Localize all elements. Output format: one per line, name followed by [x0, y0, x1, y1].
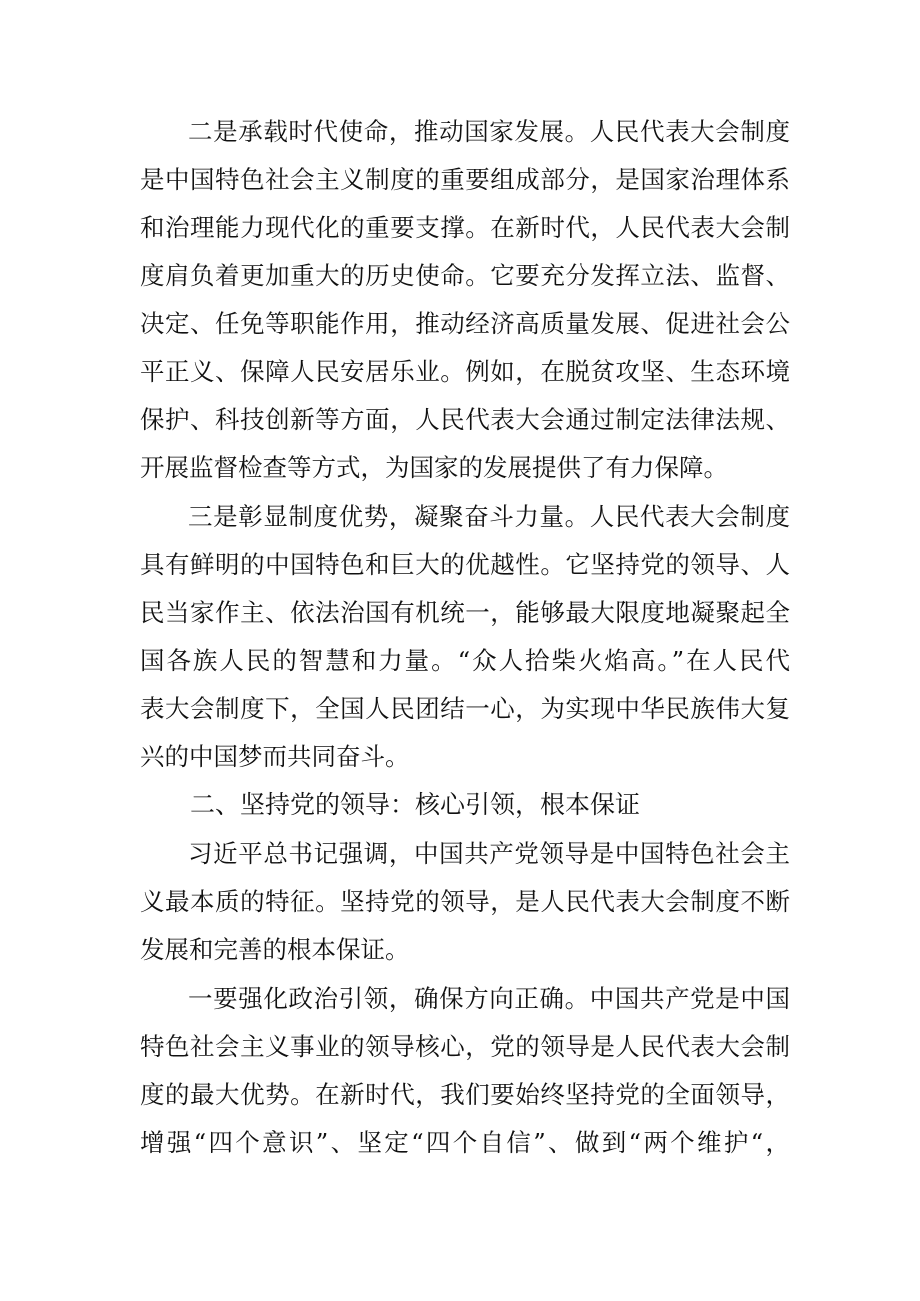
paragraph-line: 发展和完善的根本保证。 [140, 935, 410, 964]
paragraph-line: 度的最大优势。在新时代，我们要始终坚持党的全面领导， [140, 1080, 790, 1109]
paragraph-line: 具有鲜明的中国特色和巨大的优越性。它坚持党的领导、人 [140, 550, 790, 579]
paragraph-line: 和治理能力现代化的重要支撑。在新时代，人民代表大会制 [140, 213, 790, 242]
paragraph-line: 保护、科技创新等方面，人民代表大会通过制定法律法规、 [140, 405, 790, 434]
paragraph-line: 平正义、保障人民安居乐业。例如，在脱贫攻坚、生态环境 [140, 357, 790, 386]
paragraph-line: 特色社会主义事业的领导核心，党的领导是人民代表大会制 [140, 1032, 790, 1061]
paragraph-line: 义最本质的特征。坚持党的领导，是人民代表大会制度不断 [140, 887, 790, 916]
paragraph-line: 习近平总书记强调，中国共产党领导是中国特色社会主 [188, 839, 790, 868]
section-heading: 二、坚持党的领导：核心引领，根本保证 [190, 790, 641, 819]
paragraph-line: 一要强化政治引领，确保方向正确。中国共产党是中国 [188, 984, 790, 1013]
paragraph-line: 开展监督检查等方式，为国家的发展提供了有力保障。 [140, 453, 728, 482]
paragraph-line: 三是彰显制度优势，凝聚奋斗力量。人民代表大会制度 [188, 502, 790, 531]
paragraph-line: 国各族人民的智慧和力量。“众人拾柴火焰高。”在人民代 [140, 646, 790, 675]
paragraph-line: 决定、任免等职能作用，推动经济高质量发展、促进社会公 [140, 309, 790, 338]
paragraph-line: 表大会制度下，全国人民团结一心，为实现中华民族伟大复 [140, 694, 790, 723]
paragraph-line: 民当家作主、依法治国有机统一，能够最大限度地凝聚起全 [140, 598, 790, 627]
paragraph-line: 二是承载时代使命，推动国家发展。人民代表大会制度 [188, 117, 790, 146]
paragraph-line: 兴的中国梦而共同奋斗。 [140, 742, 410, 771]
paragraph-line: 度肩负着更加重大的历史使命。它要充分发挥立法、监督、 [140, 261, 790, 290]
paragraph-line: 是中国特色社会主义制度的重要组成部分，是国家治理体系 [140, 165, 790, 194]
paragraph-line: 增强“四个意识”、坚定“四个自信”、做到“两个维护“， [140, 1128, 790, 1157]
